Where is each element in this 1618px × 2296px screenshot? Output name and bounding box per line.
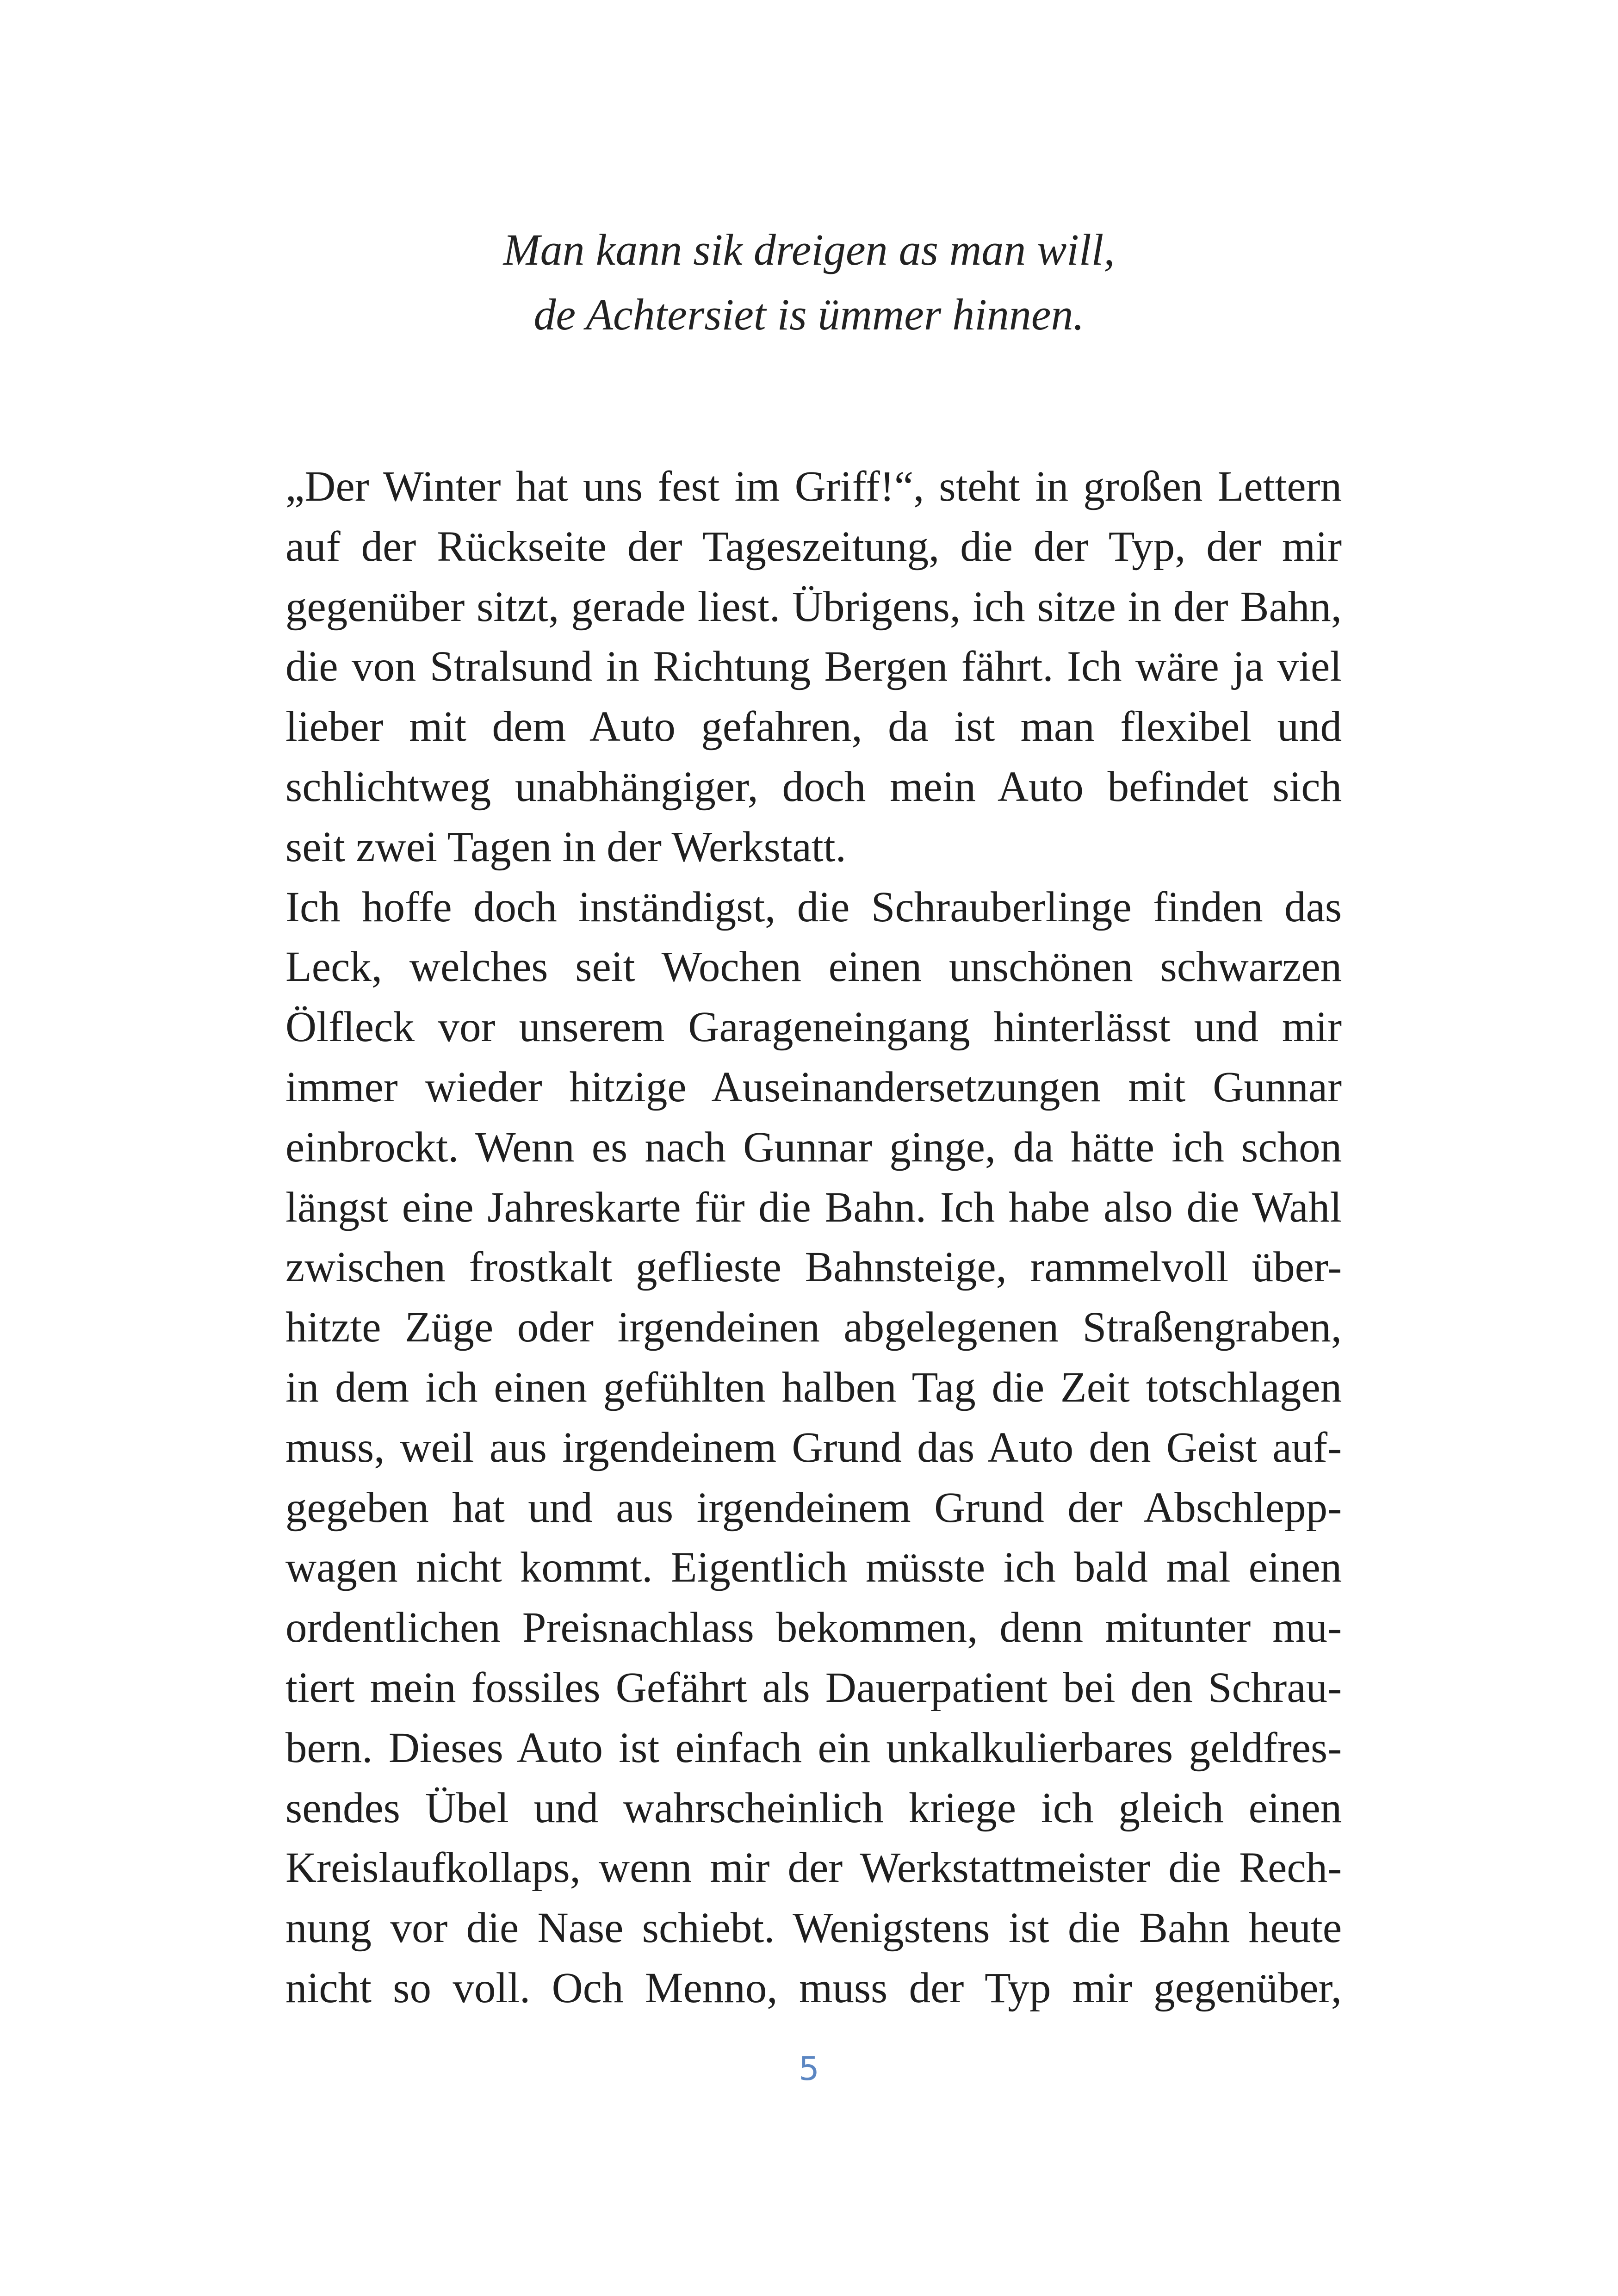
text-line: hitzte Züge oder irgendeinen abgelegenen Straßengraben, bbox=[285, 1303, 1342, 1352]
text-line: schlichtweg unabhängiger, doch mein Auto befindet sich bbox=[285, 763, 1342, 811]
text-line: seit zwei Tagen in der Werkstatt. bbox=[285, 823, 846, 871]
text-line: tiert mein fossiles Gefährt als Dauerpatient bei den Schrau- bbox=[285, 1663, 1342, 1712]
text-line: Ich hoffe doch inständigst, die Schrauberlinge finden das bbox=[285, 883, 1342, 931]
paragraph-1 bbox=[285, 457, 1342, 877]
text-line: gegenüber sitzt, gerade liest. Übrigens, ich sitze in der Bahn, bbox=[285, 583, 1342, 631]
text-line: einbrockt. Wenn es nach Gunnar ginge, da hätte ich schon bbox=[285, 1123, 1342, 1171]
text-line: „Der Winter hat uns fest im Griff!“, steht in großen Lettern bbox=[285, 463, 1342, 510]
epigraph bbox=[0, 217, 1618, 347]
text-line: muss, weil aus irgendeinem Grund das Auto den Geist auf- bbox=[285, 1423, 1342, 1471]
text-line: auf der Rückseite der Tageszeitung, die der Typ, der mir bbox=[285, 522, 1342, 571]
text-line: Kreislaufkollaps, wenn mir der Werkstattmeister die Rech- bbox=[285, 1844, 1342, 1892]
text-line: nicht so voll. Och Menno, muss der Typ mir gegenüber, bbox=[285, 1964, 1342, 2012]
text-line: Ölfleck vor unserem Garageneingang hinterlässt und mir bbox=[285, 1003, 1342, 1051]
text-line: ordentlichen Preisnachlass bekommen, denn mitunter mu- bbox=[285, 1604, 1342, 1652]
page-number: 5 bbox=[799, 2050, 819, 2088]
text-line: immer wieder hitzige Auseinandersetzungen mit Gunnar bbox=[285, 1063, 1342, 1111]
text-line: gegeben hat und aus irgendeinem Grund der Abschlepp- bbox=[285, 1483, 1342, 1532]
text-line: sendes Übel und wahrscheinlich kriege ich gleich einen bbox=[285, 1784, 1342, 1832]
text-line: bern. Dieses Auto ist einfach ein unkalkulierbares geldfres- bbox=[285, 1724, 1342, 1772]
text-line: wagen nicht kommt. Eigentlich müsste ich bald mal einen bbox=[285, 1544, 1342, 1592]
text-line: Leck, welches seit Wochen einen unschönen schwarzen bbox=[285, 943, 1342, 991]
text-line: nung vor die Nase schiebt. Wenigstens ist die Bahn heute bbox=[285, 1904, 1342, 1952]
epigraph-line: Man kann sik dreigen as man will, bbox=[503, 225, 1115, 274]
text-line: in dem ich einen gefühlten halben Tag die Zeit totschlagen bbox=[285, 1363, 1342, 1411]
text-line: lieber mit dem Auto gefahren, da ist man flexibel und bbox=[285, 703, 1342, 751]
epigraph-line: de Achtersiet is ümmer hinnen. bbox=[533, 290, 1085, 339]
text-line: die von Stralsund in Richtung Bergen fährt. Ich wäre ja viel bbox=[285, 643, 1342, 691]
text-line: längst eine Jahreskarte für die Bahn. Ich habe also die Wahl bbox=[285, 1183, 1342, 1231]
text-line: zwischen frostkalt geflieste Bahnsteige, rammelvoll über- bbox=[285, 1243, 1342, 1291]
paragraph-2 bbox=[285, 877, 1342, 2018]
body-text bbox=[285, 457, 1342, 2018]
